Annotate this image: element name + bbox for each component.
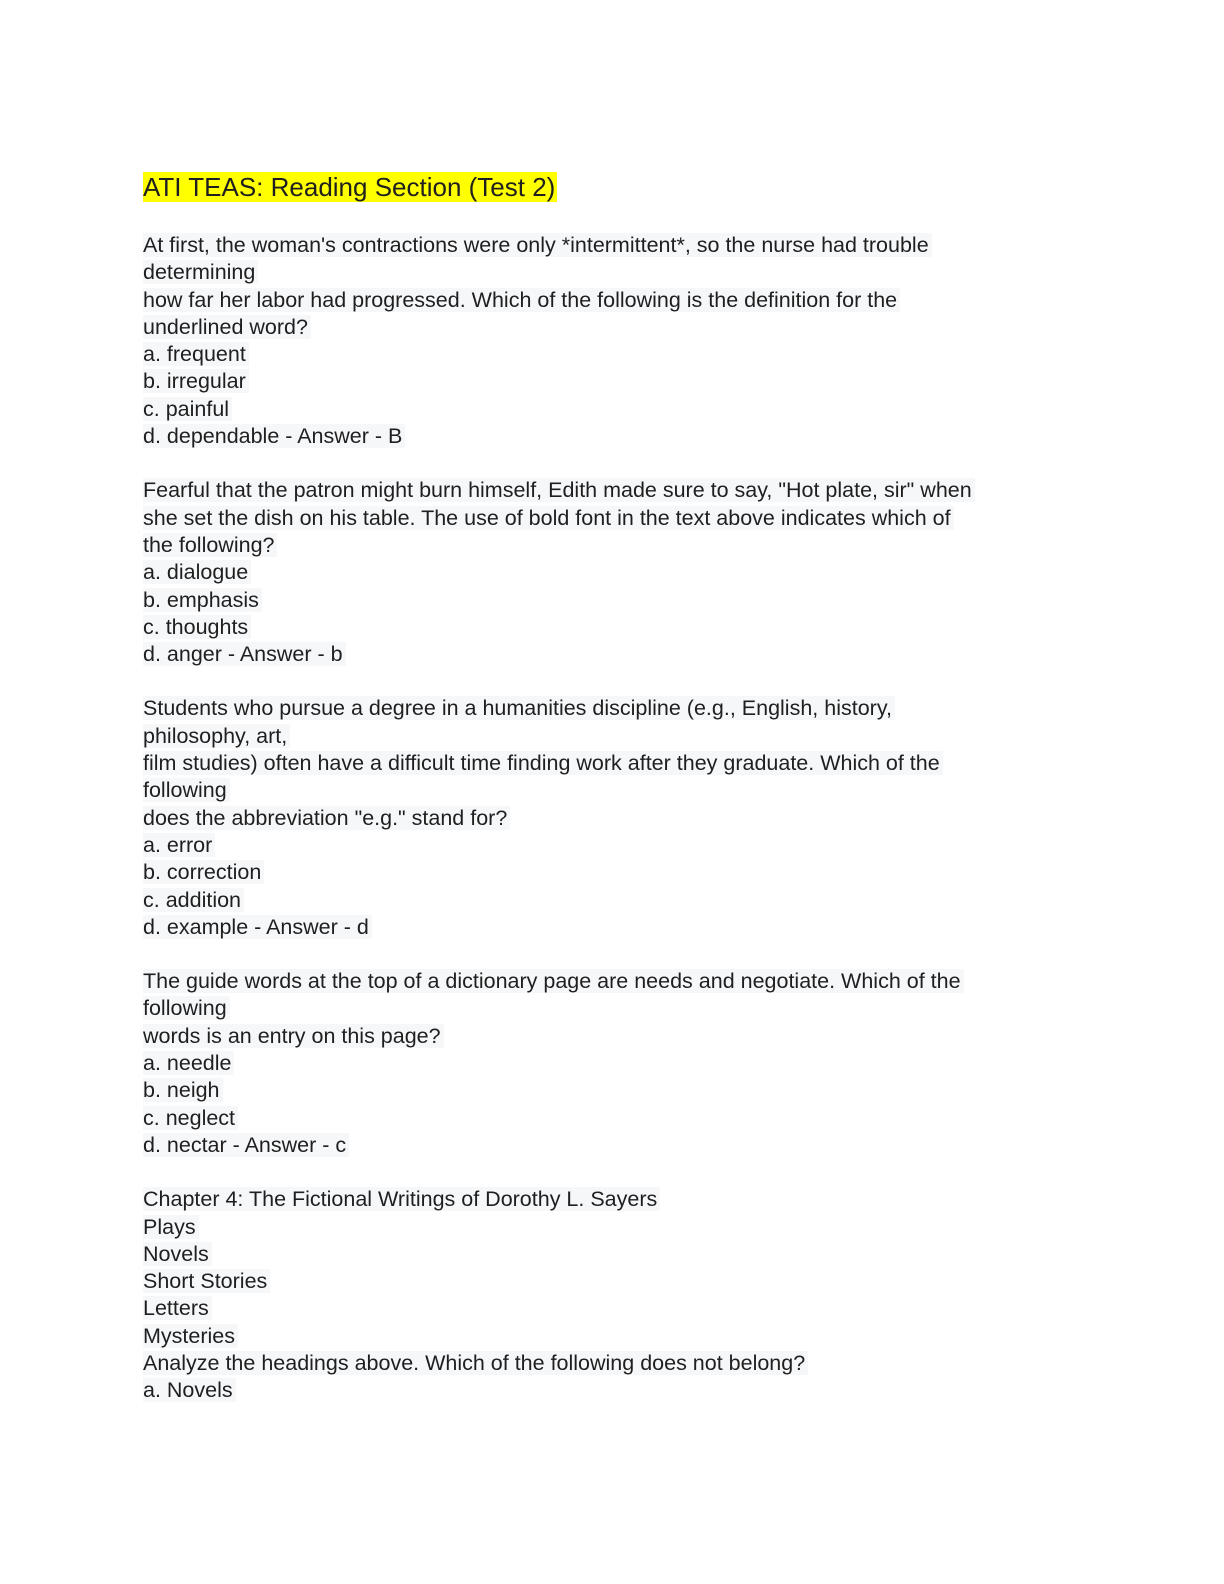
question-text-line: Students who pursue a degree in a humanities discipline (e.g., English, history, — [143, 695, 1103, 722]
answer-option: b. emphasis — [143, 587, 1103, 614]
document-page — [143, 170, 1103, 1432]
answer-option: a. needle — [143, 1050, 1103, 1077]
answer-option: a. error — [143, 832, 1103, 859]
document-title — [143, 170, 1103, 204]
question-block-5 — [143, 1186, 1103, 1404]
answer-option-with-key: d. nectar - Answer - c — [143, 1132, 1103, 1159]
heading-item: Letters — [143, 1295, 1103, 1322]
heading-item: Mysteries — [143, 1323, 1103, 1350]
question-text-line: determining — [143, 259, 1103, 286]
question-text-line: Fearful that the patron might burn himself, Edith made sure to say, "Hot plate, sir" when — [143, 477, 1103, 504]
question-text-line: the following? — [143, 532, 1103, 559]
question-text-line: underlined word? — [143, 314, 1103, 341]
question-text-line: following — [143, 777, 1103, 804]
answer-option-with-key: d. example - Answer - d — [143, 914, 1103, 941]
chapter-heading: Chapter 4: The Fictional Writings of Dorothy L. Sayers — [143, 1186, 1103, 1213]
question-text-line: she set the dish on his table. The use of bold font in the text above indicates which of — [143, 505, 1103, 532]
question-block-3 — [143, 695, 1103, 941]
heading-item: Novels — [143, 1241, 1103, 1268]
answer-option-with-key: d. dependable - Answer - B — [143, 423, 1103, 450]
answer-option: a. dialogue — [143, 559, 1103, 586]
heading-item: Plays — [143, 1214, 1103, 1241]
answer-option: c. neglect — [143, 1105, 1103, 1132]
heading-item: Short Stories — [143, 1268, 1103, 1295]
answer-option: c. addition — [143, 887, 1103, 914]
question-text-line: The guide words at the top of a dictionary page are needs and negotiate. Which of the — [143, 968, 1103, 995]
question-block-4 — [143, 968, 1103, 1159]
question-text-line: how far her labor had progressed. Which of the following is the definition for the — [143, 287, 1103, 314]
answer-option: c. painful — [143, 396, 1103, 423]
question-text-line: words is an entry on this page? — [143, 1023, 1103, 1050]
answer-option: a. Novels — [143, 1377, 1103, 1404]
answer-option: b. correction — [143, 859, 1103, 886]
answer-option: b. neigh — [143, 1077, 1103, 1104]
question-text-line: philosophy, art, — [143, 723, 1103, 750]
question-block-1 — [143, 232, 1103, 450]
document-title-text: ATI TEAS: Reading Section (Test 2) — [143, 172, 556, 202]
answer-option: a. frequent — [143, 341, 1103, 368]
question-text-line: film studies) often have a difficult time finding work after they graduate. Which of the — [143, 750, 1103, 777]
question-text-line: At first, the woman's contractions were only *intermittent*, so the nurse had trouble — [143, 232, 1103, 259]
question-text-line: Analyze the headings above. Which of the following does not belong? — [143, 1350, 1103, 1377]
answer-option-with-key: d. anger - Answer - b — [143, 641, 1103, 668]
question-block-2 — [143, 477, 1103, 668]
question-text-line: does the abbreviation "e.g." stand for? — [143, 805, 1103, 832]
question-text-line: following — [143, 995, 1103, 1022]
answer-option: b. irregular — [143, 368, 1103, 395]
answer-option: c. thoughts — [143, 614, 1103, 641]
